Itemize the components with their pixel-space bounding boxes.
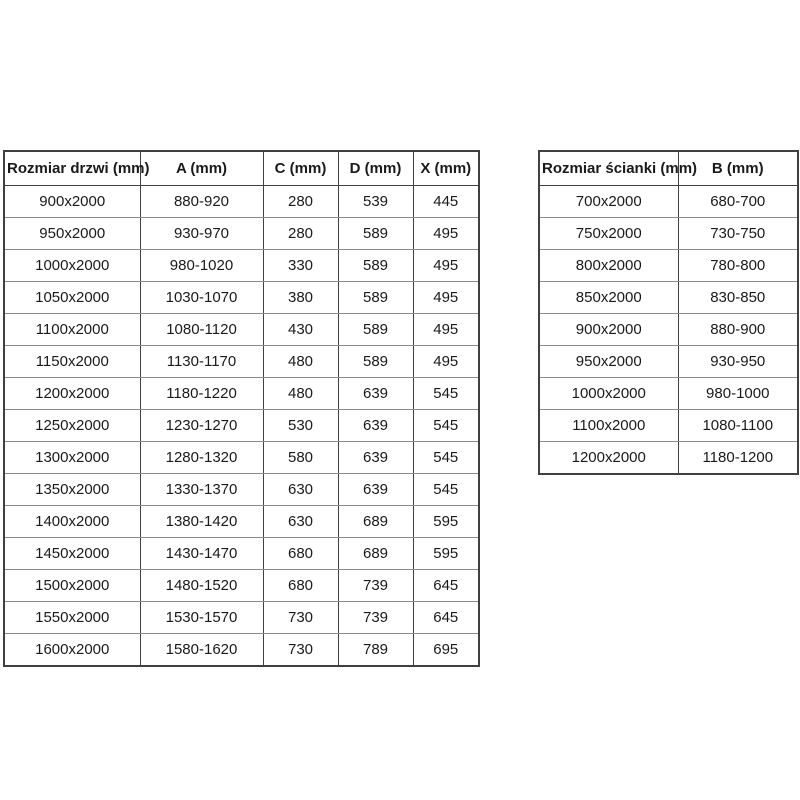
table-cell: 639 — [338, 474, 413, 506]
table-cell: 900x2000 — [4, 186, 140, 218]
table-cell: 589 — [338, 314, 413, 346]
door-table-body — [4, 186, 479, 667]
table-cell: 330 — [263, 250, 338, 282]
table-cell: 730-750 — [678, 218, 798, 250]
table-cell: 1050x2000 — [4, 282, 140, 314]
table-cell: 689 — [338, 506, 413, 538]
table-cell: 280 — [263, 186, 338, 218]
table-row — [4, 186, 479, 218]
table-cell: 589 — [338, 346, 413, 378]
table-row — [4, 634, 479, 667]
table-cell: 739 — [338, 602, 413, 634]
table-cell: 645 — [413, 570, 479, 602]
table-cell: 545 — [413, 442, 479, 474]
table-cell: 645 — [413, 602, 479, 634]
table-cell: 1450x2000 — [4, 538, 140, 570]
table-cell: 430 — [263, 314, 338, 346]
table-cell: 595 — [413, 506, 479, 538]
table-cell: 1000x2000 — [4, 250, 140, 282]
table-row — [539, 346, 798, 378]
table-cell: 1180-1200 — [678, 442, 798, 475]
table-cell: 695 — [413, 634, 479, 667]
table-cell: 1280-1320 — [140, 442, 263, 474]
table-row — [4, 282, 479, 314]
table-row — [4, 410, 479, 442]
table-cell: 495 — [413, 282, 479, 314]
table-row — [4, 378, 479, 410]
header-cell: Rozmiar ścianki (mm) — [539, 151, 678, 186]
table-cell: 595 — [413, 538, 479, 570]
table-cell: 930-950 — [678, 346, 798, 378]
table-row — [4, 570, 479, 602]
header-row — [4, 151, 479, 186]
table-cell: 545 — [413, 474, 479, 506]
table-cell: 639 — [338, 442, 413, 474]
table-cell: 1130-1170 — [140, 346, 263, 378]
table-cell: 280 — [263, 218, 338, 250]
table-cell: 850x2000 — [539, 282, 678, 314]
table-cell: 680-700 — [678, 186, 798, 218]
table-cell: 730 — [263, 634, 338, 667]
table-row — [4, 250, 479, 282]
table-row — [539, 218, 798, 250]
table-cell: 1030-1070 — [140, 282, 263, 314]
table-cell: 1380-1420 — [140, 506, 263, 538]
table-row — [539, 186, 798, 218]
table-cell: 750x2000 — [539, 218, 678, 250]
table-cell: 530 — [263, 410, 338, 442]
header-row — [539, 151, 798, 186]
door-size-table — [3, 150, 480, 667]
table-cell: 1000x2000 — [539, 378, 678, 410]
table-cell: 980-1020 — [140, 250, 263, 282]
header-cell: C (mm) — [263, 151, 338, 186]
table-cell: 680 — [263, 538, 338, 570]
table-cell: 930-970 — [140, 218, 263, 250]
table-cell: 950x2000 — [539, 346, 678, 378]
table-cell: 380 — [263, 282, 338, 314]
table-cell: 680 — [263, 570, 338, 602]
table-cell: 1580-1620 — [140, 634, 263, 667]
table-cell: 900x2000 — [539, 314, 678, 346]
table-cell: 1180-1220 — [140, 378, 263, 410]
table-cell: 1250x2000 — [4, 410, 140, 442]
table-row — [4, 602, 479, 634]
table-cell: 630 — [263, 506, 338, 538]
table-cell: 830-850 — [678, 282, 798, 314]
table-row — [539, 378, 798, 410]
table-cell: 780-800 — [678, 250, 798, 282]
table-cell: 445 — [413, 186, 479, 218]
header-cell: D (mm) — [338, 151, 413, 186]
header-cell: B (mm) — [678, 151, 798, 186]
table-cell: 950x2000 — [4, 218, 140, 250]
table-cell: 580 — [263, 442, 338, 474]
table-cell: 589 — [338, 282, 413, 314]
table-cell: 545 — [413, 378, 479, 410]
table-cell: 1200x2000 — [4, 378, 140, 410]
table-cell: 589 — [338, 218, 413, 250]
table-cell: 495 — [413, 346, 479, 378]
table-cell: 1100x2000 — [539, 410, 678, 442]
wall-table-header — [539, 151, 798, 186]
table-cell: 1530-1570 — [140, 602, 263, 634]
table-cell: 1330-1370 — [140, 474, 263, 506]
table-cell: 689 — [338, 538, 413, 570]
table-cell: 880-900 — [678, 314, 798, 346]
table-row — [4, 442, 479, 474]
table-row — [539, 282, 798, 314]
table-cell: 1430-1470 — [140, 538, 263, 570]
table-row — [4, 506, 479, 538]
table-cell: 1150x2000 — [4, 346, 140, 378]
table-cell: 480 — [263, 378, 338, 410]
table-cell: 1480-1520 — [140, 570, 263, 602]
table-cell: 480 — [263, 346, 338, 378]
table-cell: 1350x2000 — [4, 474, 140, 506]
wall-table-body — [539, 186, 798, 475]
table-row — [539, 250, 798, 282]
table-cell: 1400x2000 — [4, 506, 140, 538]
table-cell: 545 — [413, 410, 479, 442]
table-cell: 495 — [413, 250, 479, 282]
table-cell: 739 — [338, 570, 413, 602]
table-cell: 1100x2000 — [4, 314, 140, 346]
header-cell: A (mm) — [140, 151, 263, 186]
table-cell: 700x2000 — [539, 186, 678, 218]
table-cell: 539 — [338, 186, 413, 218]
header-cell: Rozmiar drzwi (mm) — [4, 151, 140, 186]
table-cell: 1230-1270 — [140, 410, 263, 442]
table-cell: 1300x2000 — [4, 442, 140, 474]
table-row — [539, 410, 798, 442]
table-row — [539, 314, 798, 346]
table-row — [4, 346, 479, 378]
table-cell: 495 — [413, 218, 479, 250]
table-row — [4, 218, 479, 250]
table-cell: 800x2000 — [539, 250, 678, 282]
table-cell: 880-920 — [140, 186, 263, 218]
table-cell: 1600x2000 — [4, 634, 140, 667]
table-cell: 1080-1100 — [678, 410, 798, 442]
table-row — [539, 442, 798, 475]
table-cell: 789 — [338, 634, 413, 667]
table-cell: 980-1000 — [678, 378, 798, 410]
door-table-header — [4, 151, 479, 186]
table-cell: 639 — [338, 410, 413, 442]
table-row — [4, 314, 479, 346]
table-cell: 495 — [413, 314, 479, 346]
table-cell: 630 — [263, 474, 338, 506]
header-cell: X (mm) — [413, 151, 479, 186]
table-cell: 730 — [263, 602, 338, 634]
table-cell: 1200x2000 — [539, 442, 678, 475]
table-cell: 639 — [338, 378, 413, 410]
table-cell: 1500x2000 — [4, 570, 140, 602]
table-row — [4, 474, 479, 506]
table-cell: 589 — [338, 250, 413, 282]
table-row — [4, 538, 479, 570]
table-cell: 1080-1120 — [140, 314, 263, 346]
table-cell: 1550x2000 — [4, 602, 140, 634]
wall-size-table — [538, 150, 799, 475]
